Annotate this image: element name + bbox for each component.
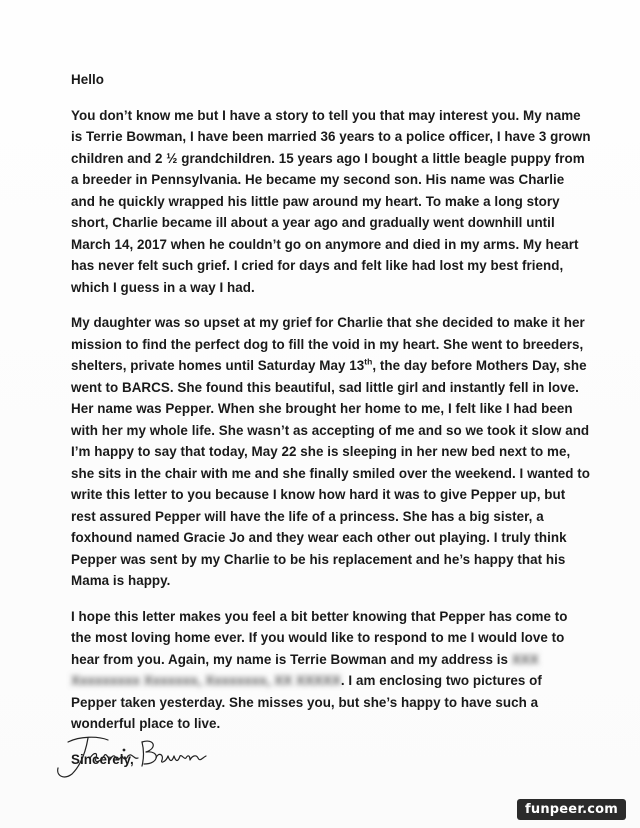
redacted-address: XXX Xxxxxxxxx Xxxxxxx, Xxxxxxxx, XX XXXXX <box>71 651 539 688</box>
letter-greeting: Hello <box>71 72 104 87</box>
paragraph-1: You don’t know me but I have a story to tell you that may interest you. My name is Terrie Bowman, I have been married 36 years to a police officer, I have 3 grown children and 2 ½ grandchildren. 15 years ago I bought a little beagle puppy from a breeder in Pennsylvania. He became my second son. His name was Charlie and he quickly wrapped his little paw around my heart. To make a long story short, Charlie became ill about a year ago and gradually went downhill until March 14, 2017 when he couldn’t go on anymore and died in my arms. My heart has never felt such grief. I cried for days and felt like had lost my best friend, which I guess in a way I had. <box>71 107 591 295</box>
handwritten-signature <box>50 728 230 788</box>
paragraph-3 <box>71 606 591 735</box>
paragraph-3-text-b: . I am enclosing two pictures of Pepper taken yesterday. She misses you, but she’s happy to have such a wonderful place to live. <box>71 673 542 731</box>
paragraph-2-text-b: , the day before Mothers Day, she went to BARCS. She found this beautiful, sad little girl and instantly fell in love. Her name was Pepper. When she brought her home to me, I felt like I had been with her my whole life. She wasn’t as accepting of me and so we took it slow and I’m happy to say that today, May 22 she is sleeping in her new bed next to me, she sits in the chair with me and she finally smiled over the weekend. I wanted to write this letter to you because I know how hard it was to give Pepper up, but rest assured Pepper will have the life of a princess. She has a big sister, a foxhound named Gracie Jo and they wear each other out playing. I truly think Pepper was sent by my Charlie to be his replacement and he’s happy that his Mama is happy. <box>71 358 591 588</box>
watermark-badge: funpeer.com <box>517 799 626 820</box>
paragraph-3-text-a: I hope this letter makes you feel a bit better knowing that Pepper has come to the most loving home ever. If you would like to respond to me I would love to hear from you. Again, my name is Terrie Bowman and my address is <box>71 608 568 667</box>
ordinal-suffix: th <box>364 356 373 367</box>
paragraph-2-text-a: My daughter was so upset at my grief for Charlie that she decided to make it her mission to find the perfect dog to fill the void in my heart. She went to breeders, shelters, private homes until Saturday May 13 <box>71 315 585 373</box>
paragraph-2 <box>71 312 591 592</box>
letter-body <box>71 69 591 784</box>
letter-closing: Sincerely, <box>71 751 134 767</box>
